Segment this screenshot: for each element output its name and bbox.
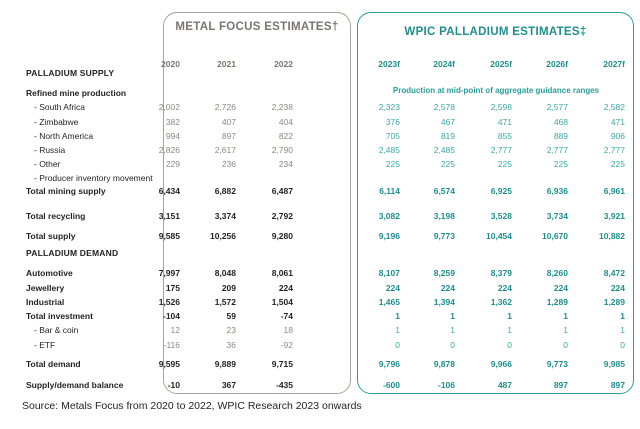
cell-supply-demand-balance-2026f: 897 xyxy=(553,380,568,390)
cell-supply-demand-balance-2020: -10 xyxy=(167,380,180,390)
wpic-title: WPIC PALLADIUM ESTIMATES‡ xyxy=(404,26,587,38)
cell-bar-coin-2025f: 1 xyxy=(507,325,512,335)
cell-south-africa-2022: 2,238 xyxy=(271,102,293,112)
cell-industrial-2024f: 1,394 xyxy=(433,297,455,307)
cell-bar-coin-2026f: 1 xyxy=(563,325,568,335)
cell-russia-2023f: 2,485 xyxy=(378,145,400,155)
cell-total-mining-supply-2020: 6,434 xyxy=(158,186,180,196)
cell-russia-2021: 2,617 xyxy=(214,145,236,155)
cell-total-investment-2023f: 1 xyxy=(395,311,400,321)
cell-russia-2020: 2,826 xyxy=(158,145,180,155)
cell-south-africa-2027f: 2,582 xyxy=(603,102,625,112)
cell-south-africa-2021: 2,726 xyxy=(214,102,236,112)
row-label-south-africa: - South Africa xyxy=(34,102,86,112)
cell-etf-2025f: 0 xyxy=(507,340,512,350)
row-label-total-supply: Total supply xyxy=(26,231,76,241)
cell-total-recycling-2025f: 3,528 xyxy=(490,211,512,221)
cell-total-supply-2027f: 10,882 xyxy=(599,231,625,241)
cell-industrial-2027f: 1,289 xyxy=(603,297,625,307)
cell-supply-demand-balance-2021: 367 xyxy=(221,380,236,390)
cell-etf-2020: -116 xyxy=(163,340,180,350)
cell-total-recycling-2021: 3,374 xyxy=(214,211,236,221)
cell-north-america-2026f: 889 xyxy=(553,131,568,141)
cell-russia-2024f: 2,485 xyxy=(433,145,455,155)
cell-industrial-2023f: 1,465 xyxy=(378,297,400,307)
row-label-total-mining-supply: Total mining supply xyxy=(26,186,106,196)
cell-automotive-2022: 8,061 xyxy=(271,268,293,278)
row-label-total-demand: Total demand xyxy=(26,359,81,369)
row-label-industrial: Industrial xyxy=(26,297,65,307)
cell-industrial-2021: 1,572 xyxy=(214,297,236,307)
cell-total-supply-2022: 9,280 xyxy=(271,231,293,241)
cell-bar-coin-2020: 12 xyxy=(170,325,180,335)
cell-supply-demand-balance-2023f: -600 xyxy=(382,380,400,390)
cell-total-investment-2024f: 1 xyxy=(450,311,455,321)
row-label-total-recycling: Total recycling xyxy=(26,211,86,221)
cell-other-2025f: 225 xyxy=(497,159,512,169)
cell-jewellery-2024f: 224 xyxy=(440,283,455,293)
cell-automotive-2021: 8,048 xyxy=(214,268,236,278)
cell-total-supply-2023f: 9,196 xyxy=(378,231,400,241)
cell-total-supply-2024f: 9,773 xyxy=(433,231,455,241)
cell-industrial-2026f: 1,289 xyxy=(546,297,568,307)
cell-total-recycling-2020: 3,151 xyxy=(158,211,180,221)
cell-bar-coin-2023f: 1 xyxy=(395,325,400,335)
cell-total-recycling-2027f: 3,921 xyxy=(603,211,625,221)
row-label-etf: - ETF xyxy=(34,340,56,350)
cell-automotive-2026f: 8,260 xyxy=(546,268,568,278)
cell-jewellery-2021: 209 xyxy=(221,283,236,293)
cell-automotive-2025f: 8,379 xyxy=(490,268,512,278)
cell-other-2027f: 225 xyxy=(610,159,625,169)
cell-other-2026f: 225 xyxy=(553,159,568,169)
cell-supply-demand-balance-2022: -435 xyxy=(275,380,293,390)
cell-total-recycling-2026f: 3,734 xyxy=(546,211,568,221)
row-label-producer-inventory-movement: - Producer inventory movement xyxy=(34,173,153,183)
cell-other-2020: 229 xyxy=(165,159,180,169)
cell-total-demand-2025f: 9,966 xyxy=(490,359,512,369)
cell-zimbabwe-2020: 382 xyxy=(165,117,180,127)
cell-industrial-2022: 1,504 xyxy=(271,297,293,307)
cell-total-demand-2022: 9,715 xyxy=(271,359,293,369)
column-header-2023f: 2023f xyxy=(378,59,400,69)
cell-total-demand-2027f: 9,985 xyxy=(603,359,625,369)
cell-total-investment-2026f: 1 xyxy=(563,311,568,321)
section-header-supply: PALLADIUM SUPPLY xyxy=(26,68,115,78)
cell-total-mining-supply-2021: 6,882 xyxy=(214,186,236,196)
cell-etf-2026f: 0 xyxy=(563,340,568,350)
cell-north-america-2021: 897 xyxy=(221,131,236,141)
row-label-automotive: Automotive xyxy=(26,268,73,278)
cell-total-investment-2025f: 1 xyxy=(507,311,512,321)
cell-bar-coin-2024f: 1 xyxy=(450,325,455,335)
cell-total-mining-supply-2023f: 6,114 xyxy=(379,186,400,196)
cell-etf-2023f: 0 xyxy=(395,340,400,350)
wpic-panel xyxy=(357,12,634,394)
row-label-total-investment: Total investment xyxy=(26,311,93,321)
cell-total-investment-2027f: 1 xyxy=(620,311,625,321)
cell-north-america-2020: 994 xyxy=(165,131,180,141)
cell-total-recycling-2022: 2,792 xyxy=(271,211,293,221)
cell-south-africa-2024f: 2,578 xyxy=(433,102,455,112)
cell-automotive-2023f: 8,107 xyxy=(378,268,400,278)
column-header-2021: 2021 xyxy=(217,59,236,69)
cell-russia-2022: 2,790 xyxy=(271,145,293,155)
cell-total-investment-2020: -104 xyxy=(162,311,180,321)
cell-north-america-2022: 822 xyxy=(278,131,293,141)
cell-automotive-2027f: 8,472 xyxy=(603,268,625,278)
cell-zimbabwe-2023f: 376 xyxy=(385,117,400,127)
column-header-2026f: 2026f xyxy=(546,59,568,69)
cell-total-supply-2025f: 10,454 xyxy=(486,231,512,241)
cell-other-2024f: 225 xyxy=(440,159,455,169)
cell-total-investment-2022: -74 xyxy=(280,311,293,321)
cell-russia-2026f: 2,777 xyxy=(546,145,568,155)
cell-zimbabwe-2024f: 467 xyxy=(440,117,455,127)
cell-zimbabwe-2026f: 468 xyxy=(553,117,568,127)
cell-supply-demand-balance-2027f: 897 xyxy=(610,380,625,390)
row-label-bar-coin: - Bar & coin xyxy=(34,325,79,335)
row-label-zimbabwe: - Zimbabwe xyxy=(34,117,79,127)
column-header-2027f: 2027f xyxy=(603,59,625,69)
section-header-demand: PALLADIUM DEMAND xyxy=(26,248,119,258)
cell-etf-2024f: 0 xyxy=(450,340,455,350)
cell-total-supply-2020: 9,585 xyxy=(158,231,180,241)
row-label-other: - Other xyxy=(34,159,61,169)
cell-total-mining-supply-2025f: 6,925 xyxy=(490,186,512,196)
cell-jewellery-2026f: 224 xyxy=(553,283,568,293)
cell-south-africa-2026f: 2,577 xyxy=(546,102,568,112)
column-header-2025f: 2025f xyxy=(490,59,512,69)
cell-industrial-2025f: 1,362 xyxy=(490,297,512,307)
cell-total-mining-supply-2027f: 6,961 xyxy=(603,186,625,196)
metal-focus-title: METAL FOCUS ESTIMATES† xyxy=(175,21,339,33)
cell-etf-2022: -92 xyxy=(280,340,293,350)
cell-total-mining-supply-2024f: 6,574 xyxy=(433,186,455,196)
cell-etf-2027f: 0 xyxy=(620,340,625,350)
cell-other-2021: 236 xyxy=(221,159,236,169)
cell-north-america-2023f: 705 xyxy=(385,131,400,141)
cell-other-2022: 234 xyxy=(278,159,293,169)
cell-zimbabwe-2027f: 471 xyxy=(610,117,625,127)
cell-automotive-2020: 7,997 xyxy=(158,268,180,278)
cell-jewellery-2025f: 224 xyxy=(497,283,512,293)
cell-zimbabwe-2025f: 471 xyxy=(497,117,512,127)
cell-supply-demand-balance-2024f: -106 xyxy=(437,380,455,390)
cell-total-supply-2026f: 10,670 xyxy=(542,231,568,241)
cell-total-demand-2023f: 9,796 xyxy=(378,359,400,369)
cell-total-supply-2021: 10,256 xyxy=(210,231,236,241)
column-header-2022: 2022 xyxy=(274,59,293,69)
row-label-russia: - Russia xyxy=(34,145,66,155)
row-label-supply-demand-balance: Supply/demand balance xyxy=(26,380,124,390)
cell-total-recycling-2024f: 3,198 xyxy=(433,211,455,221)
cell-jewellery-2022: 224 xyxy=(278,283,293,293)
cell-total-demand-2020: 9,595 xyxy=(158,359,180,369)
cell-supply-demand-balance-2025f: 487 xyxy=(497,380,512,390)
column-header-2024f: 2024f xyxy=(433,59,455,69)
cell-total-demand-2021: 9,889 xyxy=(214,359,236,369)
cell-total-mining-supply-2022: 6,487 xyxy=(271,186,293,196)
cell-jewellery-2027f: 224 xyxy=(610,283,625,293)
cell-north-america-2024f: 819 xyxy=(440,131,455,141)
cell-total-investment-2021: 59 xyxy=(226,311,236,321)
cell-total-mining-supply-2026f: 6,936 xyxy=(546,186,568,196)
cell-south-africa-2023f: 2,323 xyxy=(378,102,400,112)
cell-automotive-2024f: 8,259 xyxy=(433,268,455,278)
cell-other-2023f: 225 xyxy=(385,159,400,169)
cell-jewellery-2020: 175 xyxy=(165,283,180,293)
source-note: Source: Metals Focus from 2020 to 2022, WPIC Research 2023 onwards xyxy=(22,400,362,412)
cell-zimbabwe-2022: 404 xyxy=(278,117,293,127)
cell-industrial-2020: 1,526 xyxy=(158,297,180,307)
column-header-2020: 2020 xyxy=(161,59,180,69)
cell-russia-2025f: 2,777 xyxy=(490,145,512,155)
cell-total-demand-2024f: 9,878 xyxy=(433,359,455,369)
cell-bar-coin-2022: 18 xyxy=(283,325,293,335)
cell-north-america-2027f: 906 xyxy=(610,131,625,141)
cell-bar-coin-2027f: 1 xyxy=(620,325,625,335)
guidance-note: Production at mid-point of aggregate guidance ranges xyxy=(392,86,600,95)
cell-zimbabwe-2021: 407 xyxy=(221,117,236,127)
row-label-jewellery: Jewellery xyxy=(26,283,65,293)
cell-russia-2027f: 2,777 xyxy=(603,145,625,155)
cell-bar-coin-2021: 23 xyxy=(226,325,236,335)
cell-total-demand-2026f: 9,773 xyxy=(546,359,568,369)
cell-jewellery-2023f: 224 xyxy=(385,283,400,293)
cell-north-america-2025f: 855 xyxy=(497,131,512,141)
row-label-refined-mine-production: Refined mine production xyxy=(26,88,127,98)
cell-etf-2021: 36 xyxy=(226,340,236,350)
row-label-north-america: - North America xyxy=(34,131,94,141)
cell-south-africa-2020: 2,002 xyxy=(158,102,180,112)
cell-total-recycling-2023f: 3,082 xyxy=(378,211,400,221)
cell-south-africa-2025f: 2,598 xyxy=(490,102,512,112)
metal-focus-panel xyxy=(163,12,351,394)
